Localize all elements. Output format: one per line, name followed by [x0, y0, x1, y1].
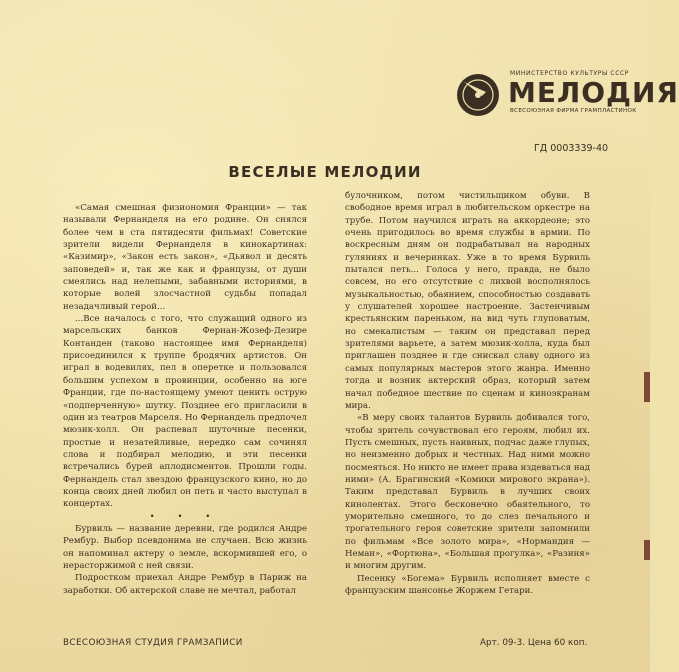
melodiya-logo — [452, 70, 679, 122]
article-price: Арт. 09-3. Цена 60 коп. — [480, 638, 588, 648]
paragraph: Подростком приехал Андре Рембур в Париж на заработки. Об актерской славе не мечтал, работал — [63, 573, 307, 596]
right-column — [345, 190, 590, 597]
paragraph: булочником, потом чистильщиком обуви. В свободное время играл в любительском оркестре на трубе. Потом научился играть на аккордеоне; это очень пригодилось во время службы в армии. По воскресным дням он подрабатывал на народных гуляниях и вечеринках. Уже в то время Бурвиль пытался петь... Голоса у него, правда, не было совсем, но его отсутствие с лихвой восполнялось музыкальностью, обаянием, способностью создавать у слушателей хорошее настроение. Застенчивым крестьянским пареньком, на вид чуть глуповатым, но смекалистым — таким он представал перед зрителями варьете, а затем мюзик-холла, куда был приглашен позднее и где снискал славу одного из самых популярных мастеров этого жанра. Именно тогда и возник актерский образ, который затем начал победное шествие по сценам и киноэкранам мира. — [345, 191, 590, 411]
studio-name: ВСЕСОЮЗНАЯ СТУДИЯ ГРАМЗАПИСИ — [63, 638, 243, 648]
gramophone-logo-icon — [452, 72, 504, 118]
left-column — [63, 202, 307, 597]
logo-company-text: ВСЕСОЮЗНАЯ ФИРМА ГРАМПЛАСТИНОК — [510, 108, 637, 114]
edge-stain — [644, 372, 650, 402]
paragraph: Песенку «Богема» Бурвиль исполняет вместе с французским шансонье Жоржем Гетари. — [345, 573, 590, 596]
paragraph: «В меру своих талантов Бурвиль добивался того, чтобы зритель сочувствовал его героям, любил их. Пусть смешных, пусть наивных, подчас даже глупых, но неизменно добрых и честных. Над ними можно посмеяться. Но никто не имеет права издеваться над ними» (А. Брагинский «Комики мирового экрана»). Таким представал Бурвиль в лучших своих кинолентах. Этого бесконечно обаятельного, то уморительно смешного, то до слез печального и трогательного героя советские зрители запомнили по фильмам «Все золото мира», «Нормандия — Неман», «Фортюна», «Большая прогулка», «Разиня» и многим другим. — [345, 413, 590, 572]
page-title: ВЕСЕЛЫЕ МЕЛОДИИ — [228, 163, 422, 181]
catalog-number: ГД 0003339-40 — [534, 143, 609, 154]
logo-ministry-text: МИНИСТЕРСТВО КУЛЬТУРЫ СССР — [510, 70, 630, 77]
paragraph: Бурвиль — название деревни, где родился Андре Рембур. Выбор псевдонима не случаен. Всю жизнь он напоминал актеру о земле, вскормившей его, о нерасторжимой с ней связи. — [63, 523, 307, 571]
logo-wordmark: МЕЛОДИЯ — [508, 76, 679, 109]
paragraph: «Самая смешная физиономия Франции» — так называли Фернанделя на его родине. Он снялся более чем в ста пятидесяти фильмах! Советские зрители видели Фернанделя в кинокартинах: «Казимир», «Закон есть закон», «Дьявол и десять заповедей» и, так же как и французы, от души смеялись над нелепыми, забавными историями, в которые волей злосчастной судьбы попадал незадачливый герой... — [63, 203, 307, 312]
edge-stain — [644, 540, 650, 560]
section-separator: • • • — [149, 511, 221, 522]
paragraph: ...Все началось с того, что служащий одного из марсельских банков Фернан-Жозеф-Дезире Контанден (таково настоящее имя Фернанделя) присоединился к труппе бродячих артистов. Он играл в водевилях, пел в оперетке и пользовался большим успехом в провинции, особенно на юге Франции, где по-настоящему умеют ценить острую «подперченную» шутку. Позднее его пригласили в один из театров Марселя. Но Фернандель предпочел мюзик-холл. Он распевал шуточные песенки, простые и незатейливые, нередко сам сочинял слова и подбирал мелодию, и эти песенки встречались бурей аплодисментов. Прошли годы. Фернандель стал звездою французского кино, но до конца своих дней любил он петь и часто выступал в концертах. — [63, 314, 307, 510]
